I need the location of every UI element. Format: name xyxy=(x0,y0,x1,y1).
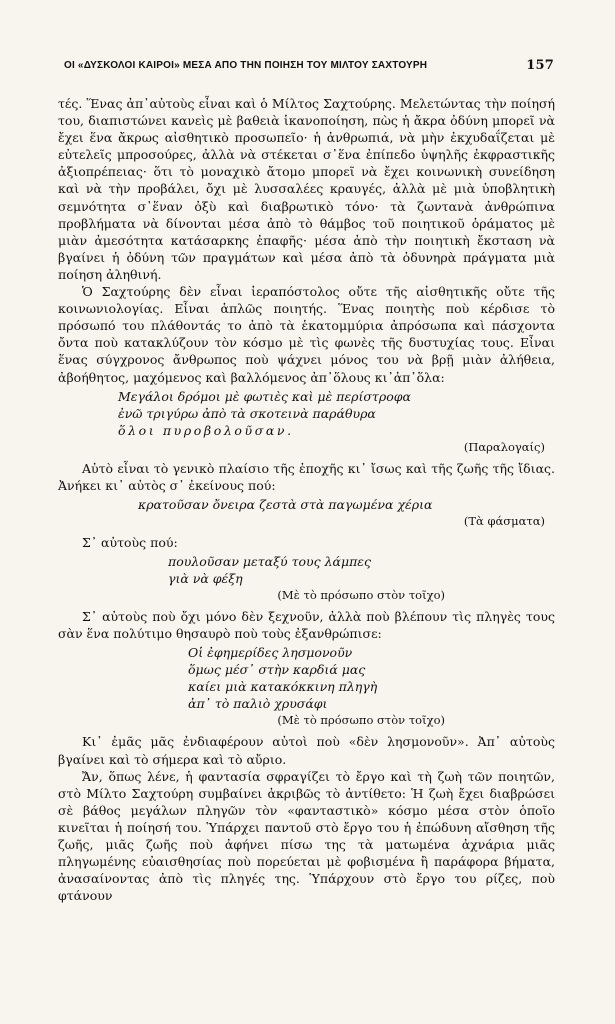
quote-toicho-1 xyxy=(168,553,555,587)
quote-line: ὅλοι πυροβολοῦσαν. xyxy=(118,422,294,438)
running-title: ΟΙ «ΔΥΣΚΟΛΟΙ ΚΑΙΡΟΙ» ΜΕΣΑ ΑΠΟ ΤΗΝ ΠΟΙΗΣΗ ΤΟΥ ΜΙΛΤΟΥ ΣΑΧΤΟΥΡΗ xyxy=(64,60,428,71)
paragraph-7: Ἄν, ὅπως λένε, ἡ φαντασία σφραγίζει τὸ ἔργο καὶ τὴ ζωὴ τῶν ποιητῶν, στὸ Μίλτο Σαχτούρη συμβαίνει ἀκριβῶς τὸ ἀντίθετο: Ἡ ζωὴ ἔχει διαβρώσει σὲ βάθος μεγάλων πληγῶν τὸν «φανταστικὸ» κόσμο μέσα στὸν ὁποῖο κινεῖται ἡ ποίησή του. Ὑπάρχει παντοῦ στὸ ἔργο του ἡ ἐπώδυνη αἴσθηση τῆς ζωῆς, μιᾶς ζωῆς ποὺ ἀφήνει πίσω της τὰ ματωμένα ἀχνάρια μιᾶς πληγωμένης εὐαισθησίας ποὺ πορεύεται μὲ φοβισμένα ἢ παράφορα βήματα, ἀνασαίνοντας ἀπὸ τὶς πληγές της. Ὑπάρχουν στὸ ἔργο του ρίζες, ποὺ φτάνουν xyxy=(58,768,555,904)
quote-line: γιὰ νὰ φέξη xyxy=(168,571,243,587)
quote-fasmata xyxy=(138,496,555,513)
quote-line: κρατοῦσαν ὄνειρα ζεστὰ στὰ παγωμένα χέρια xyxy=(138,496,433,512)
paragraph-1: τές. Ἕνας ἀπ᾽αὐτοὺς εἶναι καὶ ὁ Μίλτος Σαχτούρης. Μελετώντας τὴν ποίησή του, διαπιστώνει κανεὶς μὲ βαθειὰ ἱκανοποίηση, πὼς ἡ ἄκρα ὀδύνη μπορεῖ νὰ ἔχει ἕνα ἄκρως αἰσθητικὸ προσωπεῖο· ἡ ἀνθρωπιά, νὰ μὴν ἐκχυδαΐζεται μὲ εὐτελεῖς μπροσούρες, ἀλλὰ νὰ στέκεται σ᾽ἕνα ἐπίπεδο ὑψηλῆς ἐκφραστικῆς ἀξιοπρέπειας· ὅτι τὸ μοναχικὸ ἄτομο μπορεῖ νὰ ἔχει κοινωνικὴ συνείδηση καὶ νὰ τὴν προβάλει, ὄχι μὲ λυσσαλέες κραυγές, ἀλλὰ μὲ μιὰ ὑποβλητικὴ σεμνότητα σ᾽ἕναν ὀξὺ καὶ διαβρωτικὸ τόνο· τὰ ζωντανὰ ἀνθρώπινα προβλήματα νὰ δίνονται μέσα ἀπὸ τὸ θάμβος τοῦ ποιητικοῦ ὁράματος μὲ μιὰν ἀμεσότητα κατάσαρκης ἐπαφῆς· μέσα ἀπὸ τὴν ποιητικὴ ἔκσταση νὰ βγαίνει ἡ ὀδύνη τῶν πραγμάτων καὶ μέσα ἀπὸ τὰ ὀδυνηρὰ πράγματα μιὰ ποίηση ἀληθινή. xyxy=(58,96,555,282)
quote-source: (Παραλογαίς) xyxy=(463,439,545,454)
paragraph-6: Κι᾽ ἐμᾶς μᾶς ἐνδιαφέρουν αὐτοὶ ποὺ «δὲν λησμονοῦν». Ἀπ᾽ αὐτοὺς βγαίνει καὶ τὸ σήμερα καὶ τὸ αὔριο. xyxy=(58,734,555,767)
paragraph-4: Σ᾽ αὐτοὺς πού: xyxy=(82,534,178,550)
quote-line: πουλοῦσαν μεταξύ τους λάμπες xyxy=(168,554,372,570)
quote-source: (Τὰ φάσματα) xyxy=(463,513,545,528)
quote-paralogais xyxy=(118,388,555,439)
running-header xyxy=(64,60,554,71)
quote-line: Οἱ ἐφημερίδες λησμονοῦν xyxy=(188,645,353,661)
quote-line: ἀπ᾽ τὸ παλιὸ χρυσάφι xyxy=(188,696,328,712)
quote-toicho-2 xyxy=(188,644,555,712)
paragraph-2: Ὁ Σαχτούρης δὲν εἶναι ἱεραπόστολος οὔτε τῆς αἰσθητικῆς οὔτε τῆς κοινωνιολογίας. Εἶναι ἁπλῶς ποιητής. Ἕνας ποιητὴς ποὺ κέρδισε τὸ πρόσωπό του πλάθοντάς το ἀπὸ τὰ ἑκατομμύρια ἀπρόσωπα καὶ πάσχοντα ὄντα ποὺ κατακλύζουν τὸν κόσμο μὲ τὶς φωνὲς τῆς δυστυχίας τους. Εἶναι ἕνας σύγχρονος ἄνθρωπος ποὺ ψάχνει μόνος του νὰ βρῇ μιὰν ἀλήθεια, ἀβοήθητος, μαχόμενος καὶ βαλλόμενος ἀπ᾽ὅλους κι᾽ἀπ᾽ὅλα: xyxy=(58,284,555,385)
quote-line: ἐνῶ τριγύρω ἀπὸ τὰ σκοτεινὰ παράθυρα xyxy=(118,405,376,421)
main-text xyxy=(58,95,555,904)
quote-source: (Μὲ τὸ πρόσωπο στὸν τοῖχο) xyxy=(277,713,445,728)
page-number: 157 xyxy=(526,58,554,73)
paragraph-5: Σ᾽ αὐτοὺς ποὺ ὄχι μόνο δὲν ξεχνοῦν, ἀλλὰ ποὺ βλέπουν τὶς πληγὲς τους σὰν ἕνα πολύτιμο θησαυρὸ ποὺ τοὺς ἐξανθρώπισε: xyxy=(58,609,555,642)
quote-line: ὅμως μέσ᾽ στὴν καρδιά μας xyxy=(188,662,366,678)
quote-source: (Μὲ τὸ πρόσωπο στὸν τοῖχο) xyxy=(277,588,445,603)
quote-line: Μεγάλοι δρόμοι μὲ φωτιὲς καὶ μὲ περίστροφα xyxy=(118,388,411,404)
quote-line: καίει μιὰ κατακόκκινη πληγὴ xyxy=(188,679,378,695)
paragraph-3: Αὐτὸ εἶναι τὸ γενικὸ πλαίσιο τῆς ἐποχῆς κι᾽ ἴσως καὶ τῆς ζωῆς τῆς ἴδιας. Ἀνήκει κι᾽ αὐτὸς σ᾽ ἐκείνους πού: xyxy=(58,460,555,493)
